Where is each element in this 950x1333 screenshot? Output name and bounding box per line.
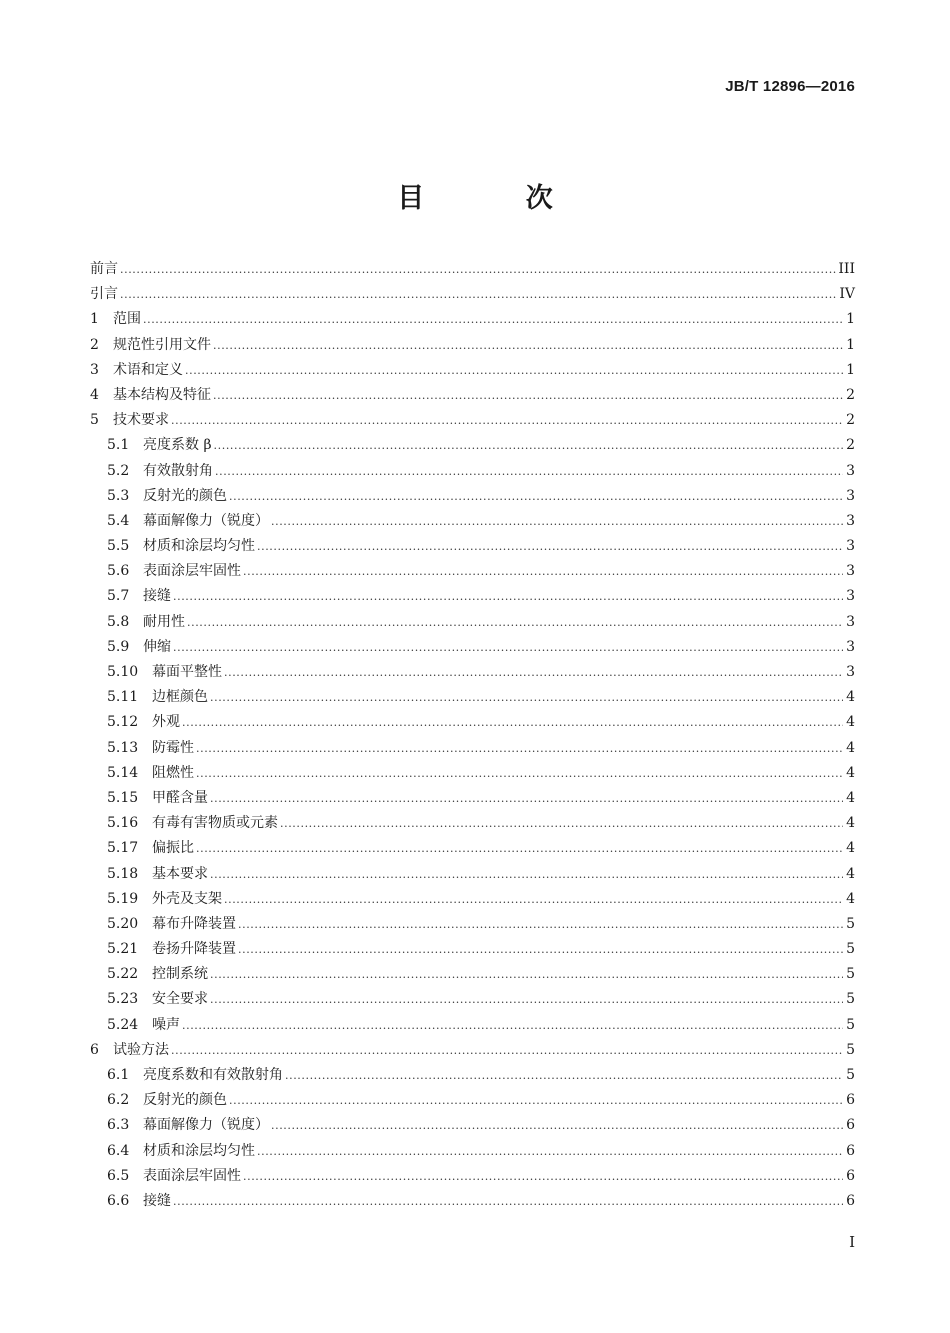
toc-entry-number: 2 <box>90 336 99 353</box>
toc-entry-label: 卷扬升降装置 <box>152 941 236 958</box>
toc-entry-number: 3 <box>90 361 99 378</box>
toc-entry-page: 3 <box>846 613 855 630</box>
toc-entry-number: 5 <box>90 412 99 429</box>
toc-entry-label: 幕面解像力（锐度） <box>143 512 269 529</box>
toc-entry-label: 安全要求 <box>152 991 208 1008</box>
standard-code: JB/T 12896—2016 <box>725 78 855 95</box>
toc-entry-page: 5 <box>846 941 855 958</box>
toc-entry-page: 3 <box>846 512 855 529</box>
toc-entry-page: 3 <box>846 462 855 479</box>
toc-dot-leader <box>196 836 843 861</box>
toc-dot-leader <box>215 459 843 484</box>
toc-entry[interactable] <box>90 710 855 735</box>
toc-entry-number: 6.6 <box>107 1192 130 1209</box>
toc-entry-number: 5.21 <box>107 941 139 958</box>
toc-entry-label: 防霉性 <box>152 739 194 756</box>
toc-entry-label: 甲醛含量 <box>152 789 208 806</box>
toc-entry-number: 5.11 <box>107 689 139 706</box>
toc-entry-number: 6 <box>90 1041 99 1058</box>
toc-entry-number: 5.8 <box>107 613 130 630</box>
toc-entry-label: 阻燃性 <box>152 764 194 781</box>
toc-entry-page: 3 <box>846 487 855 504</box>
toc-entry[interactable] <box>90 1038 855 1063</box>
toc-entry-page: 5 <box>846 1067 855 1083</box>
toc-entry-label: 控制系统 <box>152 966 208 983</box>
toc-entry-label: 反射光的颜色 <box>143 487 227 504</box>
toc-dot-leader <box>214 433 843 458</box>
toc-entry-page: 4 <box>846 840 855 857</box>
toc-dot-leader <box>173 1189 843 1214</box>
toc-dot-leader <box>187 610 843 635</box>
toc-dot-leader <box>196 736 843 761</box>
toc-entry-page: 1 <box>846 336 855 353</box>
toc-entry-page: III <box>838 261 855 277</box>
toc-entry-number: 6.2 <box>107 1092 130 1109</box>
toc-entry-label: 幕布升降装置 <box>152 915 236 932</box>
toc-entry-label: 术语和定义 <box>113 361 183 378</box>
toc-entry-number: 6.1 <box>107 1067 130 1083</box>
toc-entry-number: 5.20 <box>107 915 139 932</box>
toc-entry-page: 3 <box>846 588 855 605</box>
toc-dot-leader <box>143 307 843 332</box>
toc-dot-leader <box>238 912 843 937</box>
toc-entry[interactable] <box>90 358 855 383</box>
toc-entry[interactable] <box>90 1164 855 1189</box>
toc-entry-number: 5.24 <box>107 1016 139 1033</box>
toc-entry[interactable] <box>90 1013 855 1038</box>
toc-entry[interactable] <box>90 484 855 509</box>
toc-entry-page: 4 <box>846 815 855 832</box>
toc-entry[interactable] <box>90 584 855 609</box>
toc-entry-page: 5 <box>846 915 855 932</box>
toc-entry-page: 3 <box>846 664 855 680</box>
toc-entry-label: 引言 <box>90 286 118 303</box>
toc-entry[interactable] <box>90 282 855 307</box>
toc-dot-leader <box>271 1113 843 1138</box>
toc-entry[interactable] <box>90 987 855 1012</box>
toc-dot-leader <box>185 358 843 383</box>
toc-entry-page: 6 <box>846 1192 855 1209</box>
toc-entry-label: 材质和涂层均匀性 <box>143 1142 255 1159</box>
toc-entry-number: 5.7 <box>107 588 130 605</box>
toc-entry-label: 亮度系数和有效散射角 <box>143 1067 283 1083</box>
toc-entry-page: 3 <box>846 538 855 555</box>
toc-entry-label: 试验方法 <box>113 1041 169 1058</box>
toc-entry[interactable] <box>90 459 855 484</box>
toc-dot-leader <box>210 786 843 811</box>
toc-entry-label: 材质和涂层均匀性 <box>143 538 255 555</box>
toc-entry[interactable] <box>90 635 855 660</box>
toc-entry-page: 4 <box>846 714 855 731</box>
toc-entry-label: 有毒有害物质或元素 <box>152 815 278 832</box>
toc-entry-number: 5.4 <box>107 512 130 529</box>
toc-entry-page: 6 <box>846 1167 855 1184</box>
toc-entry[interactable] <box>90 887 855 912</box>
toc-dot-leader <box>210 987 843 1012</box>
toc-entry-number: 5.5 <box>107 538 130 555</box>
toc-entry[interactable] <box>90 937 855 962</box>
toc-entry-number: 5.1 <box>107 437 130 454</box>
toc-entry-label: 技术要求 <box>113 412 169 429</box>
toc-entry-page: 6 <box>846 1142 855 1159</box>
toc-dot-leader <box>120 257 836 282</box>
toc-entry[interactable] <box>90 736 855 761</box>
toc-dot-leader <box>173 584 843 609</box>
toc-entry[interactable] <box>90 1113 855 1138</box>
toc-entry-label: 范围 <box>113 311 141 328</box>
toc-entry-number: 5.22 <box>107 966 139 983</box>
toc-entry-label: 有效散射角 <box>143 462 213 479</box>
toc-entry-page: 4 <box>846 689 855 706</box>
toc-entry-page: 4 <box>846 789 855 806</box>
toc-entry[interactable] <box>90 408 855 433</box>
toc-dot-leader <box>210 862 843 887</box>
toc-entry[interactable] <box>90 912 855 937</box>
toc-entry-label: 表面涂层牢固性 <box>143 563 241 580</box>
toc-dot-leader <box>224 887 843 912</box>
toc-entry[interactable] <box>90 333 855 358</box>
toc-dot-leader <box>171 408 843 433</box>
toc-entry-page: 4 <box>846 764 855 781</box>
toc-entry-number: 5.6 <box>107 563 130 580</box>
toc-dot-leader <box>182 710 843 735</box>
toc-entry-number: 6.5 <box>107 1167 130 1184</box>
toc-entry-page: 5 <box>846 1041 855 1058</box>
toc-entry[interactable] <box>90 1189 855 1214</box>
toc-dot-leader <box>210 685 843 710</box>
toc-entry-label: 基本结构及特征 <box>113 386 211 403</box>
toc-entry-page: 2 <box>846 437 855 454</box>
toc-entry-label: 边框颜色 <box>152 689 208 706</box>
toc-dot-leader <box>173 635 843 660</box>
toc-entry-page: 4 <box>846 865 855 882</box>
toc-entry[interactable] <box>90 257 855 282</box>
toc-dot-leader <box>213 383 843 408</box>
toc-entry-page: 4 <box>846 890 855 907</box>
toc-entry[interactable] <box>90 610 855 635</box>
toc-entry[interactable] <box>90 534 855 559</box>
toc-entry-page: 5 <box>846 966 855 983</box>
toc-entry-number: 5.18 <box>107 865 139 882</box>
toc-entry[interactable] <box>90 383 855 408</box>
toc-entry[interactable] <box>90 862 855 887</box>
toc-entry-number: 5.17 <box>107 840 139 857</box>
toc-dot-leader <box>196 761 843 786</box>
toc-entry[interactable] <box>90 1063 855 1088</box>
toc-entry[interactable] <box>90 559 855 584</box>
toc-entry-page: 1 <box>846 311 855 328</box>
toc-entry-page: 6 <box>846 1092 855 1109</box>
toc-entry-number: 5.15 <box>107 789 139 806</box>
toc-entry-number: 4 <box>90 386 99 403</box>
toc-entry[interactable] <box>90 1088 855 1113</box>
toc-entry-number: 5.10 <box>107 664 139 680</box>
toc-dot-leader <box>243 559 843 584</box>
toc-entry-label: 幕面平整性 <box>152 664 222 680</box>
toc-entry-number: 6.4 <box>107 1142 130 1159</box>
toc-entry[interactable] <box>90 786 855 811</box>
toc-entry-number: 5.16 <box>107 815 139 832</box>
toc-entry-label: 前言 <box>90 261 118 277</box>
toc-entry-label: 接缝 <box>143 1192 171 1209</box>
toc-entry-page: IV <box>839 286 855 303</box>
toc-dot-leader <box>257 1139 843 1164</box>
toc-entry[interactable] <box>90 433 855 458</box>
toc-dot-leader <box>280 811 843 836</box>
footer-page-number: I <box>849 1233 855 1251</box>
toc-entry-label: 接缝 <box>143 588 171 605</box>
toc-entry[interactable] <box>90 962 855 987</box>
toc-entry-label: 表面涂层牢固性 <box>143 1167 241 1184</box>
toc-entry-page: 6 <box>846 1117 855 1134</box>
toc-entry-number: 5.14 <box>107 764 139 781</box>
toc-dot-leader <box>182 1013 843 1038</box>
toc-dot-leader <box>243 1164 843 1189</box>
toc-entry-label: 反射光的颜色 <box>143 1092 227 1109</box>
toc-entry[interactable] <box>90 811 855 836</box>
toc-entry-label: 规范性引用文件 <box>113 336 211 353</box>
toc-entry-label: 亮度系数 β <box>143 437 212 454</box>
toc-entry-label: 偏振比 <box>152 840 194 857</box>
table-of-contents <box>90 257 855 1214</box>
toc-dot-leader <box>238 937 843 962</box>
toc-entry-number: 5.2 <box>107 462 130 479</box>
toc-dot-leader <box>213 333 843 358</box>
toc-entry-label: 噪声 <box>152 1016 180 1033</box>
toc-entry-label: 幕面解像力（锐度） <box>143 1117 269 1134</box>
toc-dot-leader <box>257 534 843 559</box>
toc-entry-label: 耐用性 <box>143 613 185 630</box>
toc-entry-number: 5.9 <box>107 638 130 655</box>
toc-entry-number: 5.3 <box>107 487 130 504</box>
toc-entry-label: 外壳及支架 <box>152 890 222 907</box>
toc-dot-leader <box>285 1063 843 1088</box>
toc-entry-number: 5.12 <box>107 714 139 731</box>
toc-entry-number: 6.3 <box>107 1117 130 1134</box>
toc-entry-number: 5.23 <box>107 991 139 1008</box>
toc-entry[interactable] <box>90 509 855 534</box>
toc-dot-leader <box>229 484 843 509</box>
toc-entry-label: 伸缩 <box>143 638 171 655</box>
toc-entry-page: 2 <box>846 386 855 403</box>
toc-entry[interactable] <box>90 1139 855 1164</box>
toc-dot-leader <box>271 509 843 534</box>
toc-entry[interactable] <box>90 836 855 861</box>
toc-entry[interactable] <box>90 761 855 786</box>
toc-entry-page: 3 <box>846 563 855 580</box>
toc-entry[interactable] <box>90 307 855 332</box>
toc-entry-page: 5 <box>846 991 855 1008</box>
toc-entry-label: 外观 <box>152 714 180 731</box>
toc-entry-page: 3 <box>846 638 855 655</box>
toc-entry-number: 5.19 <box>107 890 139 907</box>
toc-entry-page: 2 <box>846 412 855 429</box>
toc-entry[interactable] <box>90 685 855 710</box>
toc-entry-label: 基本要求 <box>152 865 208 882</box>
toc-entry-number: 5.13 <box>107 739 139 756</box>
page-title: 目 次 <box>397 183 599 214</box>
toc-dot-leader <box>171 1038 843 1063</box>
toc-dot-leader <box>224 660 843 685</box>
toc-entry-number: 1 <box>90 311 99 328</box>
toc-dot-leader <box>120 282 837 307</box>
toc-dot-leader <box>229 1088 843 1113</box>
toc-entry-page: 1 <box>846 361 855 378</box>
toc-entry-page: 4 <box>846 739 855 756</box>
toc-dot-leader <box>210 962 843 987</box>
toc-entry[interactable] <box>90 660 855 685</box>
toc-entry-page: 5 <box>846 1016 855 1033</box>
